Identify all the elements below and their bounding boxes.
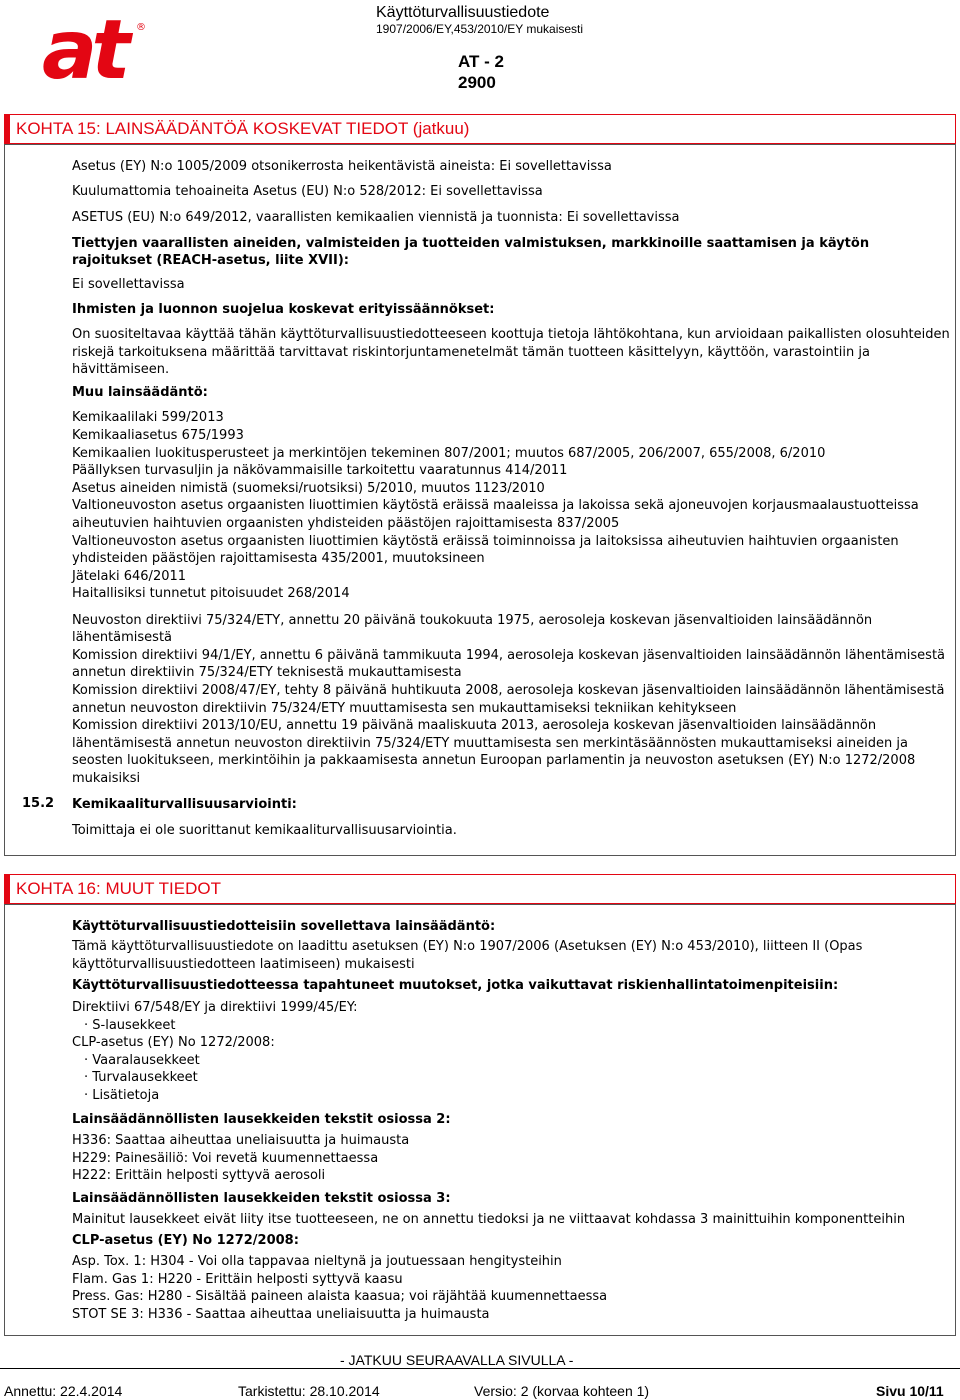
clp-item: Press. Gas: H280 - Sisältää paineen alaista kaasua; voi räjähtää kuumennettaessa xyxy=(72,1289,608,1304)
subsection-text: Toimittaja ei ole suorittanut kemikaaliturvallisuusarviointia. xyxy=(72,823,457,838)
changes-item: CLP-asetus (EY) No 1272/2008: xyxy=(72,1035,275,1050)
clp-heading: CLP-asetus (EY) No 1272/2008: xyxy=(72,1233,299,1248)
directive-item: mukaisiksi xyxy=(72,771,141,786)
document-regulation: 1907/2006/EY,453/2010/EY mukaisesti xyxy=(376,22,584,36)
changes-item: · S-lausekkeet xyxy=(84,1018,176,1033)
product-code: AT - 2 xyxy=(458,52,504,71)
document-title: Käyttöturvallisuustiedote xyxy=(376,4,550,21)
law-item: Asetus aineiden nimistä (suomeksi/ruotsiksi) 5/2010, muutos 1123/2010 xyxy=(72,481,545,496)
legislation-text: käyttöturvallisuustiedotteen laatimiseen) mukaisesti xyxy=(72,957,415,972)
directive-item: annetun neuvoston direktiivin 75/324/ETY muuttamisesta sen mukauttamiseksi tekniikan kehitykseen xyxy=(72,701,737,716)
law-item: Valtioneuvoston asetus orgaanisten liuottimien käytöstä eräissä toiminnoissa ja laitoksissa aiheutuvien haihtuvien orgaanisten xyxy=(72,534,899,549)
reach-value: Ei sovellettavissa xyxy=(72,277,185,292)
section-15-heading: KOHTA 15: LAINSÄÄDÄNTÖÄ KOSKEVAT TIEDOT (jatkuu) xyxy=(4,114,956,144)
reach-heading: rajoitukset (REACH-asetus, liite XVII): xyxy=(72,253,349,268)
subsection-number: 15.2 xyxy=(22,796,55,811)
directive-item: Komission direktiivi 2008/47/EY, tehty 8 päivänä huhtikuuta 2008, aerosoleja koskevan jäsenvaltioiden lainsäädännön lähentämisestä xyxy=(72,683,945,698)
version-info: Versio: 2 (korvaa kohteen 1) xyxy=(474,1383,650,1399)
changes-heading: Käyttöturvallisuustiedotteessa tapahtuneet muutokset, jotka vaikuttavat riskienhallintatoimenpiteisiin: xyxy=(72,978,839,993)
law-item: Jätelaki 646/2011 xyxy=(72,569,187,584)
clp-item: Flam. Gas 1: H220 - Erittäin helposti syttyvä kaasu xyxy=(72,1272,403,1287)
directive-item: Komission direktiivi 94/1/EY, annettu 6 päivänä tammikuuta 1994, aerosoleja koskevan jäsenvaltioiden lainsäädännön lähentämisestä xyxy=(72,648,946,663)
law-item: yhdisteiden päästöjen rajoittamisesta 435/2001, muutoksineen xyxy=(72,551,485,566)
phrase-item: H222: Erittäin helposti syttyvä aerosoli xyxy=(72,1168,326,1183)
clp-item: STOT SE 3: H336 - Saattaa aiheuttaa uneliaisuutta ja huimausta xyxy=(72,1307,490,1322)
at-logo xyxy=(40,14,150,86)
directive-item: Komission direktiivi 2013/10/EU, annettu 19 päivänä maaliskuuta 2013, aerosoleja koskevan jäsenvaltioiden lainsäädännön xyxy=(72,718,877,733)
legislation-heading: Käyttöturvallisuustiedotteisiin sovellettava lainsäädäntö: xyxy=(72,919,496,934)
directive-item: seosten luokitukseen, merkintöihin ja pakkaamisesta annetun Euroopan parlamentin ja neuvoston asetuksen (EY) N:o 1272/2008 xyxy=(72,753,916,768)
section-3-phrases-text: Mainitut lausekkeet eivät liity itse tuotteeseen, ne on annettu tiedoksi ja ne viittaavat kohdassa 3 mainittuihin komponentteihin xyxy=(72,1212,906,1227)
changes-item: · Vaaralausekkeet xyxy=(84,1053,200,1068)
directive-item: lähentämisestä xyxy=(72,630,173,645)
changes-item: Direktiivi 67/548/EY ja direktiivi 1999/45/EY: xyxy=(72,1000,358,1015)
page-number: Sivu 10/11 xyxy=(876,1383,944,1399)
svg-text:at: at xyxy=(42,14,125,86)
reach-heading: Tiettyjen vaarallisten aineiden, valmisteiden ja tuotteiden valmistuksen, markkinoille saattamisen ja käytön xyxy=(72,236,870,251)
changes-item: · Lisätietoja xyxy=(84,1088,160,1103)
clp-item: Asp. Tox. 1: H304 - Voi olla tappavaa nieltynä ja joutuessaan hengitysteihin xyxy=(72,1254,562,1269)
law-item: Kemikaalilaki 599/2013 xyxy=(72,410,224,425)
section-2-phrases-heading: Lainsäädännöllisten lausekkeiden tekstit osiossa 2: xyxy=(72,1112,451,1127)
phrase-item: H336: Saattaa aiheuttaa uneliaisuutta ja huimausta xyxy=(72,1133,410,1148)
changes-item: · Turvalausekkeet xyxy=(84,1070,198,1085)
revised-date: Tarkistettu: 28.10.2014 xyxy=(238,1383,380,1399)
section-16-heading: KOHTA 16: MUUT TIEDOT xyxy=(4,874,956,904)
svg-text:®: ® xyxy=(136,22,146,33)
product-number: 2900 xyxy=(458,73,496,92)
page-footer xyxy=(0,1368,960,1400)
continue-note: - JATKUU SEURAAVALLA SIVULLA - xyxy=(340,1352,574,1368)
subsection-heading: Kemikaaliturvallisuusarviointi: xyxy=(72,797,297,812)
legislation-text: Tämä käyttöturvallisuustiedote on laadittu asetuksen (EY) N:o 1907/2006 (Asetuksen (EY) N:o 453/2010), liitteen II (Opas xyxy=(72,939,863,954)
special-text: hävittämiseen. xyxy=(72,362,170,377)
directive-item: annetun direktiivin 75/324/ETY teknisestä mukauttamisesta xyxy=(72,665,462,680)
directive-item: lähentämisestä annetun neuvoston direktiivin 75/324/ETY muuttamisesta sen merkintäsäännösten mukauttamiseksi aineiden ja xyxy=(72,736,908,751)
special-text: On suositeltavaa käyttää tähän käyttöturvallisuustiedotteeseen koottuja tietoja lähtökohtana, kun arvioidaan paikallisten olosuhteiden xyxy=(72,327,950,342)
law-item: Päällyksen turvasuljin ja näkövammaisille tarkoitettu vaaratunnus 414/2011 xyxy=(72,463,568,478)
special-text: riskejä tarkoituksena määrittää tarvittavat riskintorjuntamenetelmät tämän tuotteen käsittelyyn, käyttöön, varastointiin ja xyxy=(72,345,870,360)
section-3-phrases-heading: Lainsäädännöllisten lausekkeiden tekstit osiossa 3: xyxy=(72,1191,451,1206)
export-line: ASETUS (EU) N:o 649/2012, vaarallisten kemikaalien viennistä ja tuonnista: Ei sovellettavissa xyxy=(72,210,680,225)
law-item: Valtioneuvoston asetus orgaanisten liuottimien käytöstä eräissä maaleissa ja lakoissa sekä ajoneuvojen korjausmaalaustuotteissa xyxy=(72,498,919,513)
issued-date: Annettu: 22.4.2014 xyxy=(4,1383,123,1399)
biocide-line: Kuulumattomia tehoaineita Asetus (EU) N:o 528/2012: Ei sovellettavissa xyxy=(72,184,543,199)
directive-item: Neuvoston direktiivi 75/324/ETY, annettu 20 päivänä toukokuuta 1975, aerosoleja koskevan jäsenvaltioiden lainsäädännön xyxy=(72,613,873,628)
special-heading: Ihmisten ja luonnon suojelua koskevat erityissäännökset: xyxy=(72,302,495,317)
law-item: Kemikaaliasetus 675/1993 xyxy=(72,428,244,443)
ozone-line: Asetus (EY) N:o 1005/2009 otsonikerrosta heikentävistä aineista: Ei sovellettavissa xyxy=(72,159,612,174)
other-law-heading: Muu lainsäädäntö: xyxy=(72,385,208,400)
phrase-item: H229: Painesäiliö: Voi revetä kuumennettaessa xyxy=(72,1151,379,1166)
law-item: Haitallisiksi tunnetut pitoisuudet 268/2014 xyxy=(72,586,350,601)
law-item: aiheutuvien haihtuvien orgaanisten yhdisteiden päästöjen rajoittamisesta 837/2005 xyxy=(72,516,620,531)
law-item: Kemikaalien luokitusperusteet ja merkintöjen tekeminen 807/2001; muutos 687/2005, 206/2007, 655/2008, 6/2010 xyxy=(72,446,826,461)
